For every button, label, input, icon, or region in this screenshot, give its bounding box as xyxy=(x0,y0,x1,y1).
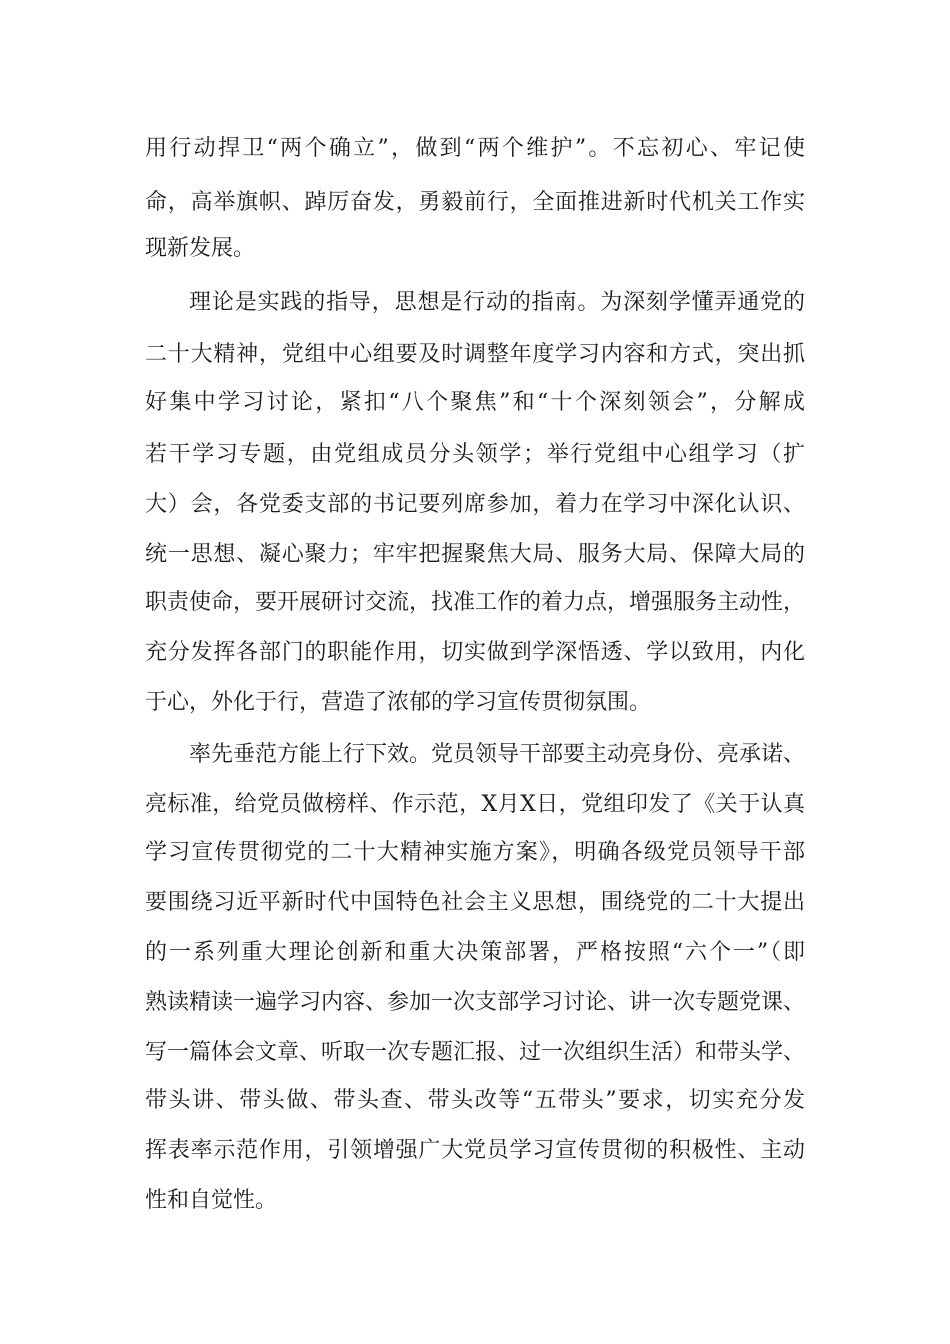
paragraph-2-line-2: 二十大精神，党组中心组要及时调整年度学习内容和方式，突出抓 xyxy=(145,342,805,367)
paragraph-1-line-2: 命，高举旗帜、踔厉奋发，勇毅前行，全面推进新时代机关工作实 xyxy=(145,190,805,215)
paragraph-3-line-3: 学习宣传贯彻党的二十大精神实施方案》，明确各级党员领导干部 xyxy=(145,840,805,865)
paragraph-3-line-4: 要围绕习近平新时代中国特色社会主义思想，围绕党的二十大提出 xyxy=(145,890,805,915)
paragraph-3-line-5: 的一系列重大理论创新和重大决策部署，严格按照“六个一”（即 xyxy=(145,940,805,965)
paragraph-2-line-9: 于心，外化于行，营造了浓郁的学习宣传贯彻氛围。 xyxy=(145,690,652,715)
paragraph-3-line-6: 熟读精读一遍学习内容、参加一次支部学习讨论、讲一次专题党课、 xyxy=(145,990,806,1015)
paragraph-3-line-7: 写一篇体会文章、听取一次专题汇报、过一次组织生活）和带头学、 xyxy=(145,1040,806,1065)
paragraph-2-line-4: 若干学习专题，由党组成员分头领学；举行党组中心组学习（扩 xyxy=(145,442,805,467)
paragraph-2-line-5: 大）会，各党委支部的书记要列席参加，着力在学习中深化认识、 xyxy=(145,492,805,517)
paragraph-3-line-2: 亮标准，给党员做榜样、作示范，X月X日，党组印发了《关于认真 xyxy=(145,792,805,817)
paragraph-2-line-7: 职责使命，要开展研讨交流，找准工作的着力点，增强服务主动性， xyxy=(145,590,806,615)
paragraph-3-line-10: 性和自觉性。 xyxy=(145,1188,278,1213)
paragraph-2-line-8: 充分发挥各部门的职能作用，切实做到学深悟透、学以致用，内化 xyxy=(145,640,805,665)
paragraph-3-line-8: 带头讲、带头做、带头查、带头改等“五带头”要求，切实充分发 xyxy=(145,1088,805,1113)
paragraph-2-line-1: 理论是实践的指导，思想是行动的指南。为深刻学懂弄通党的 xyxy=(189,290,805,315)
paragraph-2-line-3: 好集中学习讨论，紧扣“八个聚焦”和“十个深刻领会”，分解成 xyxy=(145,390,805,415)
paragraph-1-line-3: 现新发展。 xyxy=(145,236,256,261)
paragraph-3-line-1: 率先垂范方能上行下效。党员领导干部要主动亮身份、亮承诺、 xyxy=(189,742,806,767)
paragraph-3-line-9: 挥表率示范作用，引领增强广大党员学习宣传贯彻的积极性、主动 xyxy=(145,1138,805,1163)
paragraph-1-line-1: 用行动捍卫“两个确立”，做到“两个维护”。不忘初心、牢记使 xyxy=(145,136,805,161)
paragraph-2-line-6: 统一思想、凝心聚力；牢牢把握聚焦大局、服务大局、保障大局的 xyxy=(145,542,805,567)
